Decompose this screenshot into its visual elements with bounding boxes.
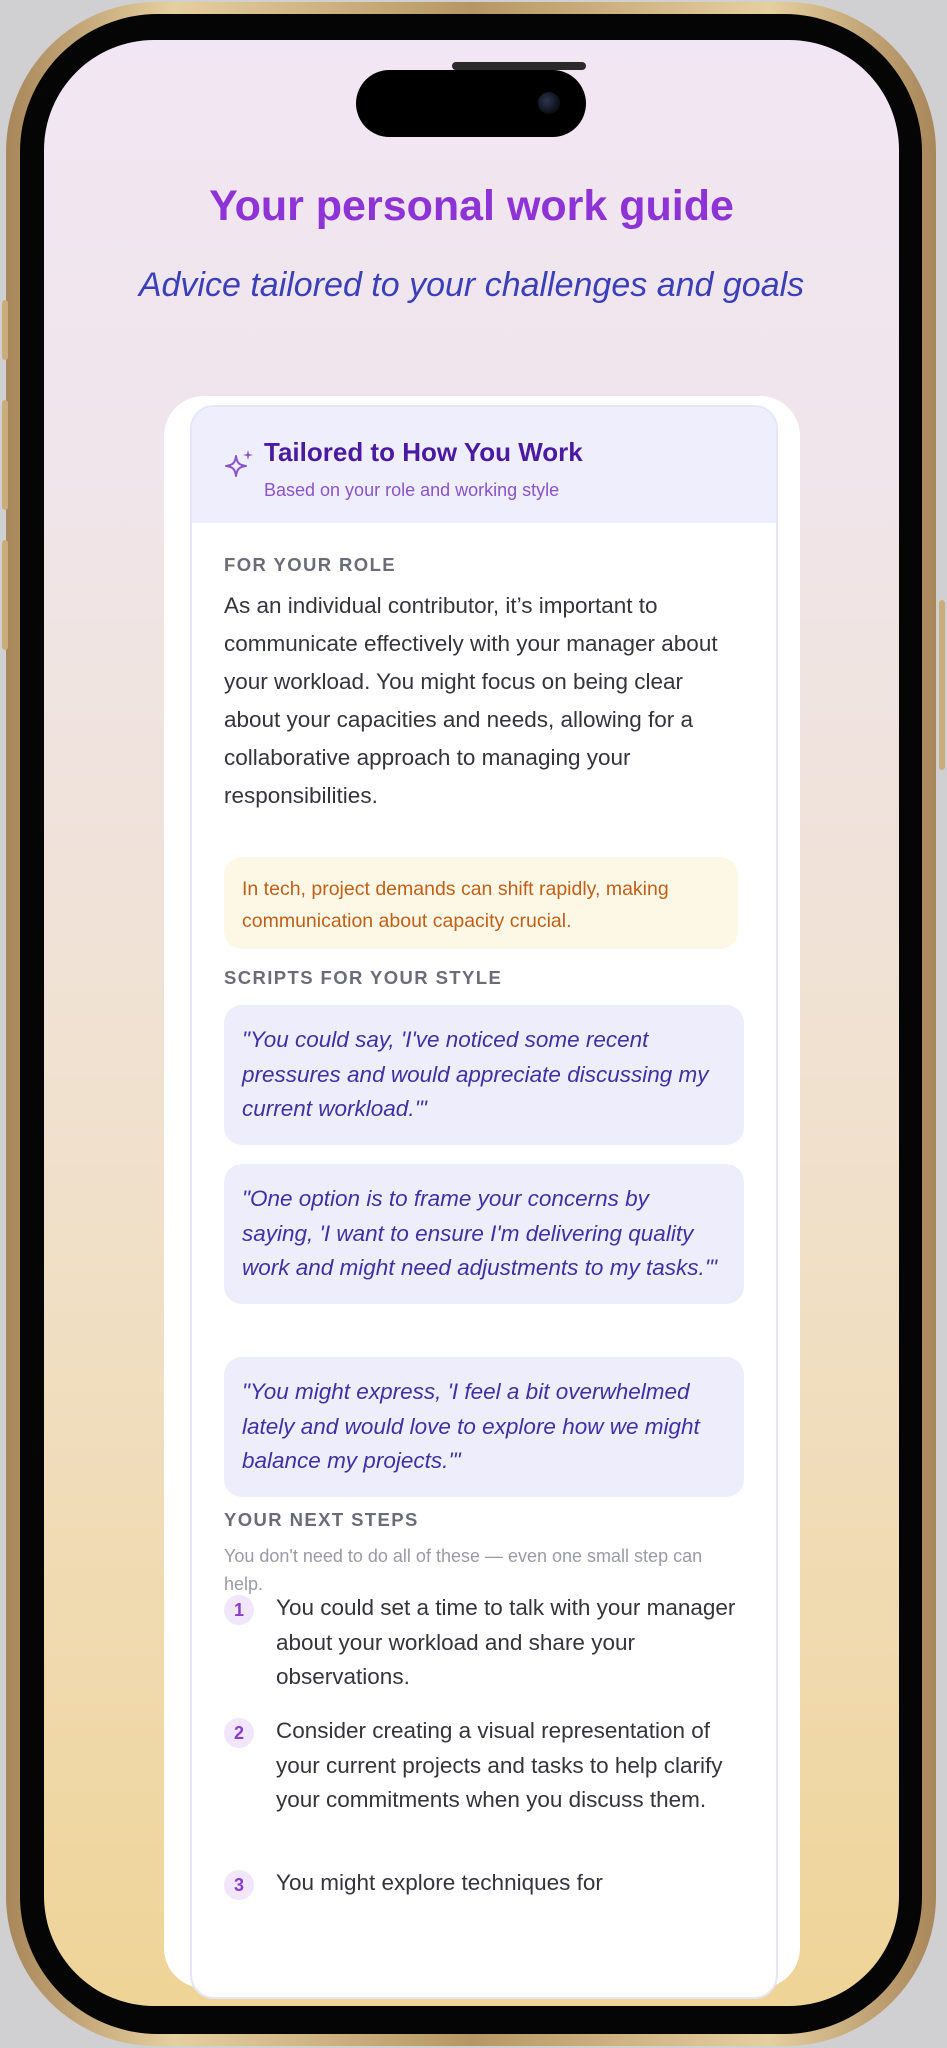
step-text: You might explore techniques for — [276, 1870, 603, 1895]
card-header — [192, 407, 776, 523]
card-subtitle: Based on your role and working style — [264, 480, 560, 500]
steps-hint: You don't need to do all of these — even one small step can help. — [224, 1546, 703, 1594]
script-card-1[interactable]: "You could say, 'I've noticed some recent pressures and would appreciate discussing my current workload.'" — [224, 1005, 744, 1145]
action-button — [2, 300, 8, 360]
power-button — [939, 600, 945, 770]
role-section-label: FOR YOUR ROLE — [224, 554, 397, 575]
scripts-section-label: SCRIPTS FOR YOUR STYLE — [224, 967, 503, 988]
dynamic-island — [356, 70, 586, 137]
page-subtitle: Advice tailored to your challenges and goals — [138, 266, 805, 304]
volume-down-button — [2, 540, 8, 650]
screen — [44, 40, 899, 2006]
step-text: Consider creating a visual representation of your current projects and tasks to help clarify your commitments when you discuss them. — [276, 1718, 723, 1812]
volume-up-button — [2, 400, 8, 510]
script-card-3[interactable]: "You might express, 'I feel a bit overwhelmed lately and would love to explore how we might balance my projects.'" — [224, 1357, 744, 1497]
guide-card[interactable] — [190, 405, 778, 1999]
speaker-grille — [452, 62, 586, 70]
step-number-badge: 1 — [224, 1595, 254, 1625]
steps-section-label: YOUR NEXT STEPS — [224, 1509, 419, 1530]
sparkle-icon — [224, 448, 254, 480]
page-title: Your personal work guide — [209, 182, 734, 230]
role-body-text: As an individual contributor, it’s important to communicate effectively with your manager about your workload. You might focus on being clear about your capacities and needs, allowing for a collaborative approach to managing your responsibilities. — [224, 593, 718, 808]
camera-icon — [538, 92, 560, 114]
script-card-2[interactable]: "One option is to frame your concerns by saying, 'I want to ensure I'm delivering quality work and might need adjustments to my tasks.'" — [224, 1164, 744, 1304]
card-title: Tailored to How You Work — [264, 437, 583, 467]
step-number-badge: 3 — [224, 1870, 254, 1900]
step-number-badge: 2 — [224, 1718, 254, 1748]
context-note: In tech, project demands can shift rapidly, making communication about capacity crucial. — [224, 857, 738, 949]
step-text: You could set a time to talk with your manager about your workload and share your observations. — [276, 1595, 736, 1689]
